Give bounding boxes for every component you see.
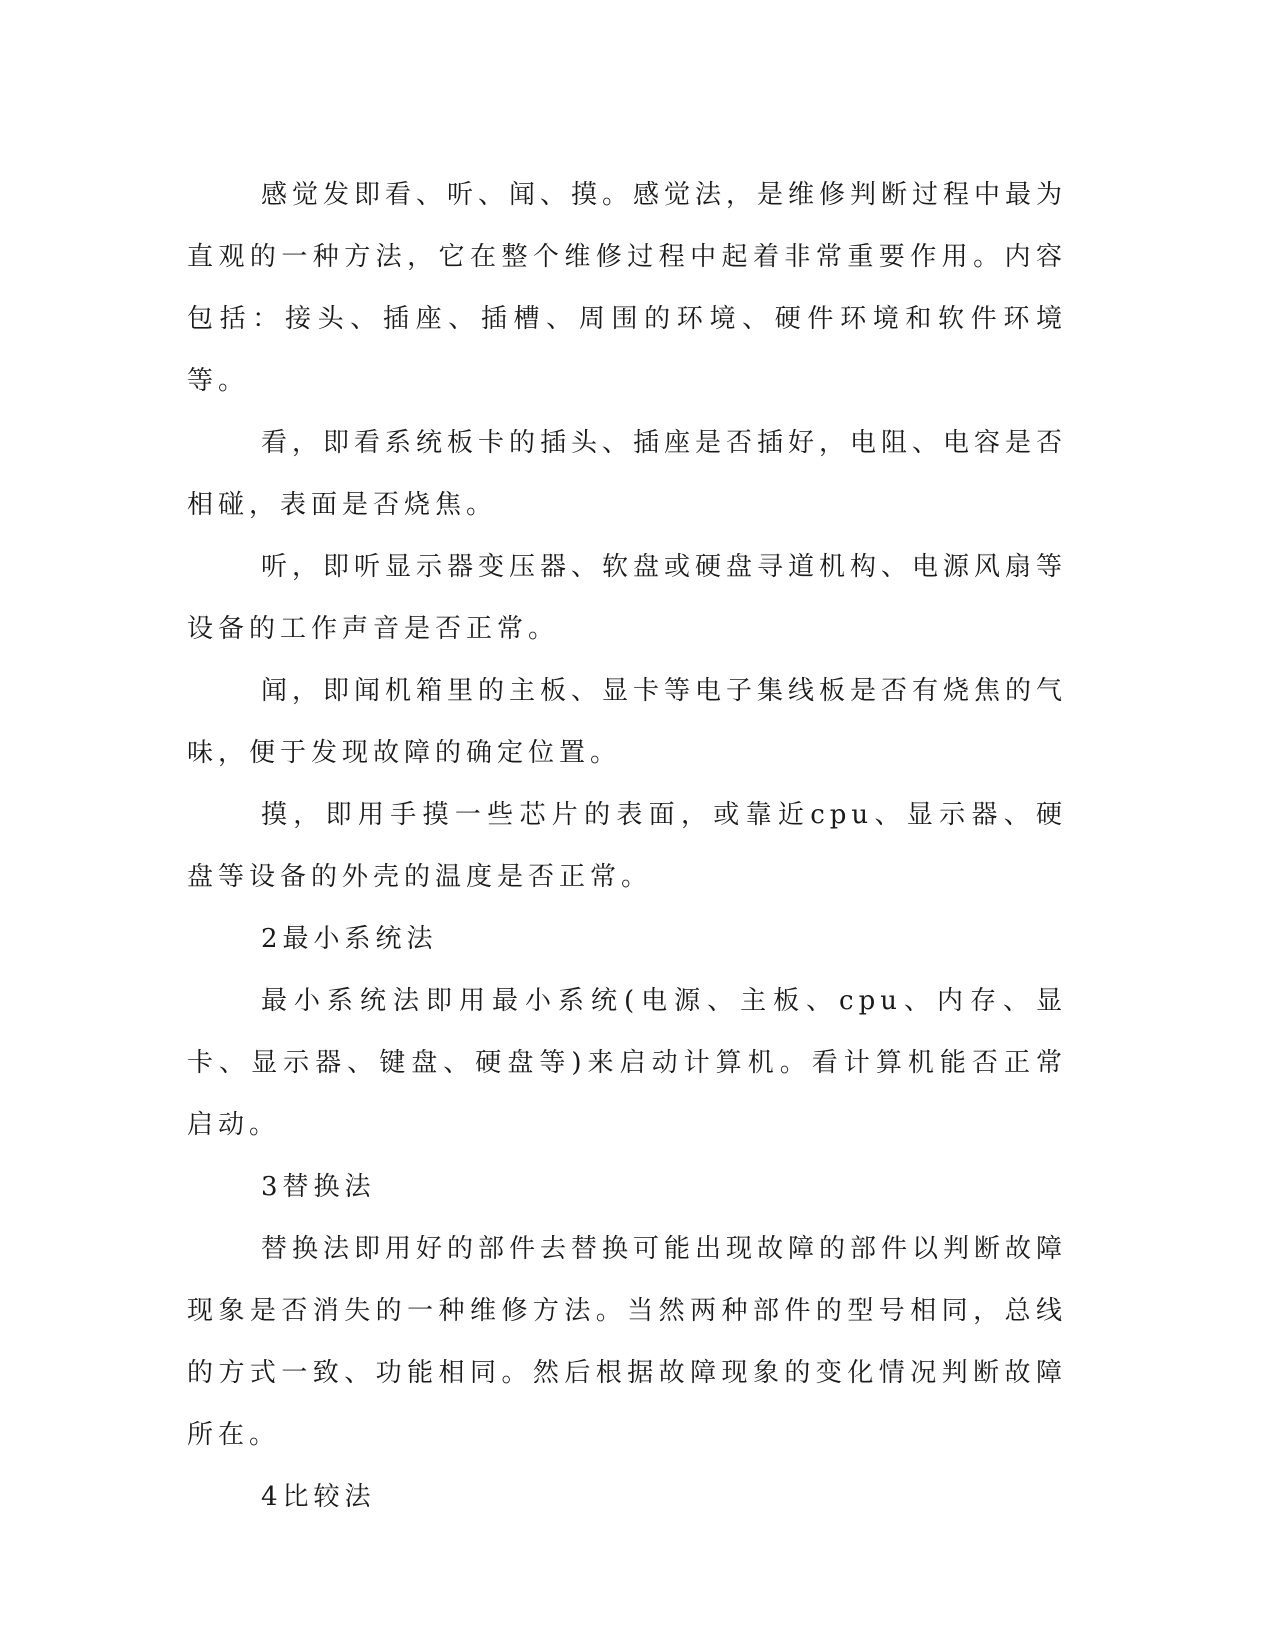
heading-minimum-system: 2最小系统法: [261, 924, 438, 954]
heading-comparison: 4比较法: [261, 1482, 376, 1512]
paragraph-minimum-system: 最小系统法即用最小系统(电源、主板、cpu、内存、显卡、显示器、键盘、硬盘等)来启动计算机。看计算机能否正常启动。: [187, 986, 1067, 1140]
paragraph-sensory-method: 感觉发即看、听、闻、摸。感觉法，是维修判断过程中最为直观的一种方法，它在整个维修过程中起着非常重要作用。内容包括：接头、插座、插槽、周围的环境、硬件环境和软件环境等。: [187, 180, 1068, 396]
paragraph-smell: 闻，即闻机箱里的主板、显卡等电子集线板是否有烧焦的气味，便于发现故障的确定位置。: [187, 676, 1068, 768]
document-body: [187, 164, 1067, 1528]
paragraph-listen: 听，即听显示器变压器、软盘或硬盘寻道机构、电源风扇等设备的工作声音是否正常。: [187, 552, 1068, 644]
paragraph-look: 看，即看系统板卡的插头、插座是否插好，电阻、电容是否相碰，表面是否烧焦。: [187, 428, 1068, 520]
paragraph-touch: 摸，即用手摸一些芯片的表面，或靠近cpu、显示器、硬盘等设备的外壳的温度是否正常。: [187, 800, 1067, 892]
paragraph-replacement: 替换法即用好的部件去替换可能出现故障的部件以判断故障现象是否消失的一种维修方法。当然两种部件的型号相同，总线的方式一致、功能相同。然后根据故障现象的变化情况判断故障所在。: [187, 1234, 1068, 1450]
heading-replacement: 3替换法: [261, 1172, 376, 1202]
